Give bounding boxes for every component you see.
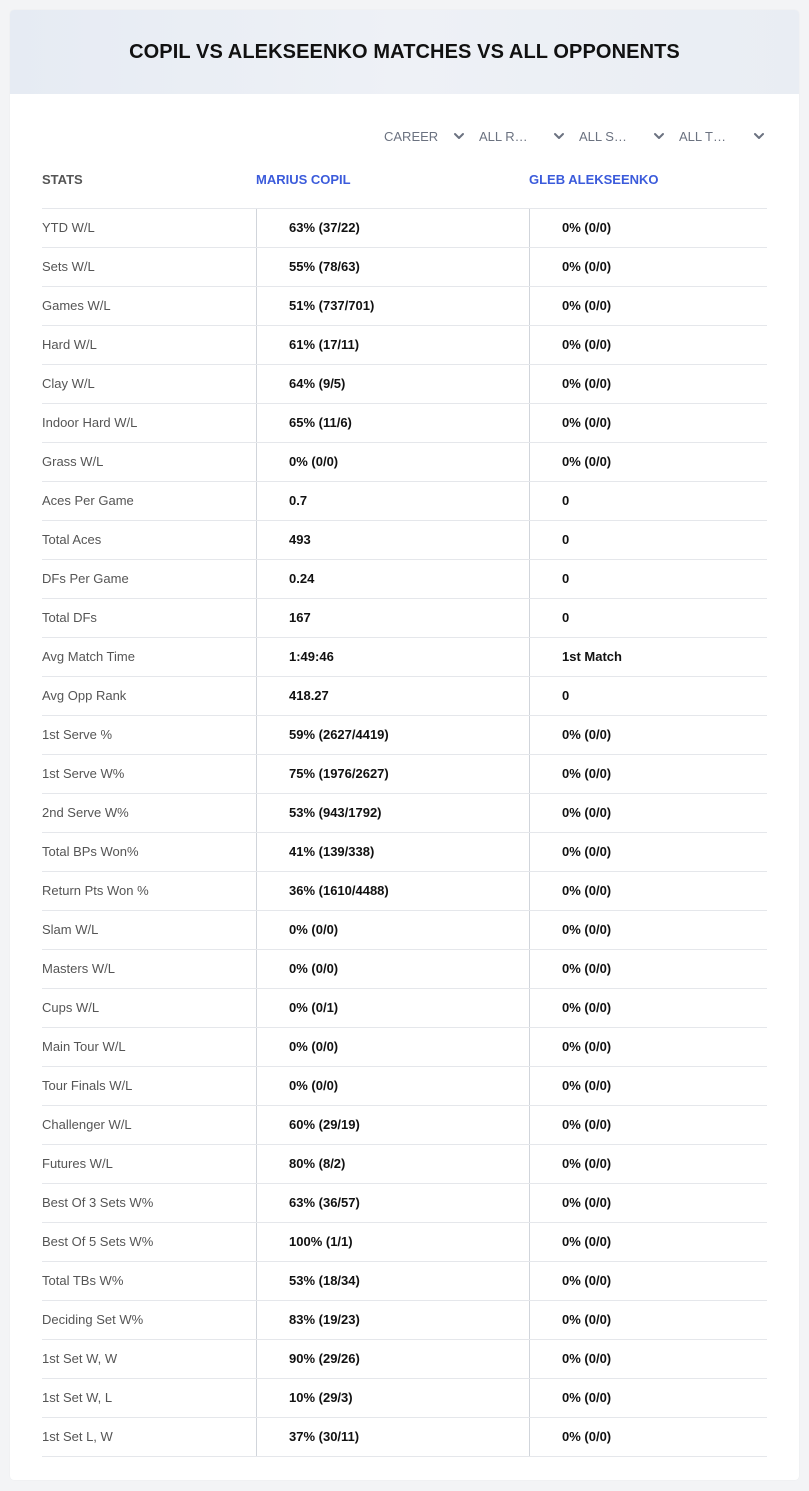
stat-label: 1st Serve W% [42, 766, 125, 781]
player2-stat-value: 0 [529, 599, 767, 637]
table-row [42, 326, 767, 365]
player2-stat-value: 0% (0/0) [529, 209, 767, 247]
stat-label: YTD W/L [42, 220, 95, 235]
stat-label: Aces Per Game [42, 493, 134, 508]
player1-stat-value: 167 [256, 599, 529, 637]
player1-stat-value: 60% (29/19) [256, 1106, 529, 1144]
player1-stat-value: 63% (37/22) [256, 209, 529, 247]
stat-label: Masters W/L [42, 961, 115, 976]
player2-stat-value: 0% (0/0) [529, 950, 767, 988]
stat-label: Avg Opp Rank [42, 688, 127, 703]
player2-stat-value: 0% (0/0) [529, 287, 767, 325]
stat-label: Cups W/L [42, 1000, 100, 1015]
player2-stat-value: 0% (0/0) [529, 1379, 767, 1417]
stat-label: Futures W/L [42, 1156, 113, 1171]
player2-stat-value: 0% (0/0) [529, 1028, 767, 1066]
player2-stat-value: 0% (0/0) [529, 365, 767, 403]
player2-stat-value: 0% (0/0) [529, 716, 767, 754]
table-row [42, 755, 767, 794]
table-row [42, 482, 767, 521]
player2-stat-value: 0% (0/0) [529, 248, 767, 286]
table-row [42, 1184, 767, 1223]
player2-stat-value: 0% (0/0) [529, 911, 767, 949]
stat-label: Grass W/L [42, 454, 104, 469]
page-header [10, 10, 799, 94]
player1-stat-value: 1:49:46 [256, 638, 529, 676]
stat-label: Sets W/L [42, 259, 95, 274]
table-row [42, 209, 767, 248]
player1-stat-value: 55% (78/63) [256, 248, 529, 286]
player1-stat-value: 100% (1/1) [256, 1223, 529, 1261]
table-row [42, 365, 767, 404]
player2-stat-value: 0% (0/0) [529, 1067, 767, 1105]
stat-label: Tour Finals W/L [42, 1078, 133, 1093]
stat-label: Best Of 5 Sets W% [42, 1234, 154, 1249]
player2-stat-value: 0 [529, 677, 767, 715]
player2-stat-value: 0% (0/0) [529, 1145, 767, 1183]
player1-stat-value: 83% (19/23) [256, 1301, 529, 1339]
stat-label: Challenger W/L [42, 1117, 132, 1132]
stat-label: Games W/L [42, 298, 111, 313]
player1-stat-value: 75% (1976/2627) [256, 755, 529, 793]
player2-stat-value: 0% (0/0) [529, 1184, 767, 1222]
player2-stat-value: 0% (0/0) [529, 989, 767, 1027]
page-title: COPIL VS ALEKSEENKO MATCHES VS ALL OPPONENTS [129, 40, 680, 63]
table-row [42, 1379, 767, 1418]
surface-select[interactable] [579, 126, 665, 146]
player1-stat-value: 63% (36/57) [256, 1184, 529, 1222]
player1-stat-value: 0% (0/1) [256, 989, 529, 1027]
stat-label: 1st Serve % [42, 727, 113, 742]
player2-stat-value: 0% (0/0) [529, 755, 767, 793]
chevron-down-icon [753, 130, 765, 142]
player2-stat-value: 0% (0/0) [529, 1106, 767, 1144]
table-row [42, 1028, 767, 1067]
stat-label: Total BPs Won% [42, 844, 139, 859]
player2-stat-value: 0% (0/0) [529, 1223, 767, 1261]
player1-stat-value: 65% (11/6) [256, 404, 529, 442]
stat-label: Hard W/L [42, 337, 97, 352]
stat-label: Total TBs W% [42, 1273, 124, 1288]
player1-stat-value: 0% (0/0) [256, 950, 529, 988]
player2-stat-value: 0 [529, 560, 767, 598]
player2-stat-value: 0% (0/0) [529, 833, 767, 871]
table-row [42, 1301, 767, 1340]
stat-label: 1st Set L, W [42, 1429, 113, 1444]
table-row [42, 248, 767, 287]
player1-stat-value: 0% (0/0) [256, 1028, 529, 1066]
stat-label: 2nd Serve W% [42, 805, 129, 820]
table-row [42, 599, 767, 638]
stat-label: 1st Set W, L [42, 1390, 113, 1405]
table-row [42, 443, 767, 482]
round-select-label: ALL R… [479, 128, 528, 144]
tournament-select-label: ALL T… [679, 128, 726, 144]
table-row [42, 872, 767, 911]
player2-link[interactable]: GLEB ALEKSEENKO [529, 172, 659, 187]
player1-stat-value: 53% (943/1792) [256, 794, 529, 832]
table-row [42, 1145, 767, 1184]
player2-stat-value: 0% (0/0) [529, 794, 767, 832]
player1-stat-value: 41% (139/338) [256, 833, 529, 871]
table-row [42, 950, 767, 989]
table-row [42, 560, 767, 599]
period-select-label: CAREER [384, 128, 439, 144]
table-row [42, 1223, 767, 1262]
chevron-down-icon [453, 130, 465, 142]
player2-stat-value: 0% (0/0) [529, 1301, 767, 1339]
stats-table [42, 208, 767, 1457]
player2-stat-value: 0% (0/0) [529, 872, 767, 910]
player2-stat-value: 0% (0/0) [529, 1262, 767, 1300]
player2-stat-value: 0% (0/0) [529, 443, 767, 481]
player1-stat-value: 493 [256, 521, 529, 559]
player1-stat-value: 0% (0/0) [256, 911, 529, 949]
chevron-down-icon [653, 130, 665, 142]
stat-label: Clay W/L [42, 376, 95, 391]
table-row [42, 404, 767, 443]
player1-stat-value: 0% (0/0) [256, 1067, 529, 1105]
player1-stat-value: 51% (737/701) [256, 287, 529, 325]
player1-stat-value: 61% (17/11) [256, 326, 529, 364]
table-row [42, 1418, 767, 1457]
surface-select-label: ALL S… [579, 128, 627, 144]
stat-label: Indoor Hard W/L [42, 415, 138, 430]
player2-stat-value: 0% (0/0) [529, 1418, 767, 1456]
player1-stat-value: 37% (30/11) [256, 1418, 529, 1456]
player1-link[interactable]: MARIUS COPIL [256, 172, 351, 187]
table-row [42, 716, 767, 755]
table-row [42, 1340, 767, 1379]
player2-stat-value: 0% (0/0) [529, 326, 767, 364]
chevron-down-icon [553, 130, 565, 142]
player1-stat-value: 90% (29/26) [256, 1340, 529, 1378]
player2-stat-value: 0 [529, 482, 767, 520]
stats-card [10, 10, 799, 1480]
stat-label: Total Aces [42, 532, 102, 547]
table-row [42, 989, 767, 1028]
player1-stat-value: 418.27 [256, 677, 529, 715]
table-row [42, 287, 767, 326]
table-row [42, 677, 767, 716]
stat-label: Main Tour W/L [42, 1039, 126, 1054]
player1-stat-value: 36% (1610/4488) [256, 872, 529, 910]
stats-column-header: STATS [42, 172, 83, 187]
player1-stat-value: 0% (0/0) [256, 443, 529, 481]
table-row [42, 1106, 767, 1145]
stat-label: Avg Match Time [42, 649, 135, 664]
filter-bar [384, 126, 769, 146]
table-row [42, 794, 767, 833]
player2-stat-value: 0% (0/0) [529, 404, 767, 442]
player1-stat-value: 0.24 [256, 560, 529, 598]
round-select[interactable] [479, 126, 565, 146]
player1-stat-value: 10% (29/3) [256, 1379, 529, 1417]
player2-stat-value: 0 [529, 521, 767, 559]
stat-label: Deciding Set W% [42, 1312, 144, 1327]
player1-stat-value: 80% (8/2) [256, 1145, 529, 1183]
table-row [42, 521, 767, 560]
stat-label: Total DFs [42, 610, 97, 625]
stat-label: Slam W/L [42, 922, 99, 937]
player1-stat-value: 0.7 [256, 482, 529, 520]
table-row [42, 638, 767, 677]
table-row [42, 911, 767, 950]
player2-stat-value: 1st Match [529, 638, 767, 676]
table-row [42, 1067, 767, 1106]
stat-label: Return Pts Won % [42, 883, 149, 898]
player1-stat-value: 59% (2627/4419) [256, 716, 529, 754]
period-select[interactable] [384, 126, 465, 146]
player1-stat-value: 53% (18/34) [256, 1262, 529, 1300]
table-row [42, 833, 767, 872]
table-row [42, 1262, 767, 1301]
stat-label: DFs Per Game [42, 571, 129, 586]
stat-label: Best Of 3 Sets W% [42, 1195, 154, 1210]
player1-stat-value: 64% (9/5) [256, 365, 529, 403]
tournament-select[interactable] [679, 126, 765, 146]
stat-label: 1st Set W, W [42, 1351, 118, 1366]
player2-stat-value: 0% (0/0) [529, 1340, 767, 1378]
